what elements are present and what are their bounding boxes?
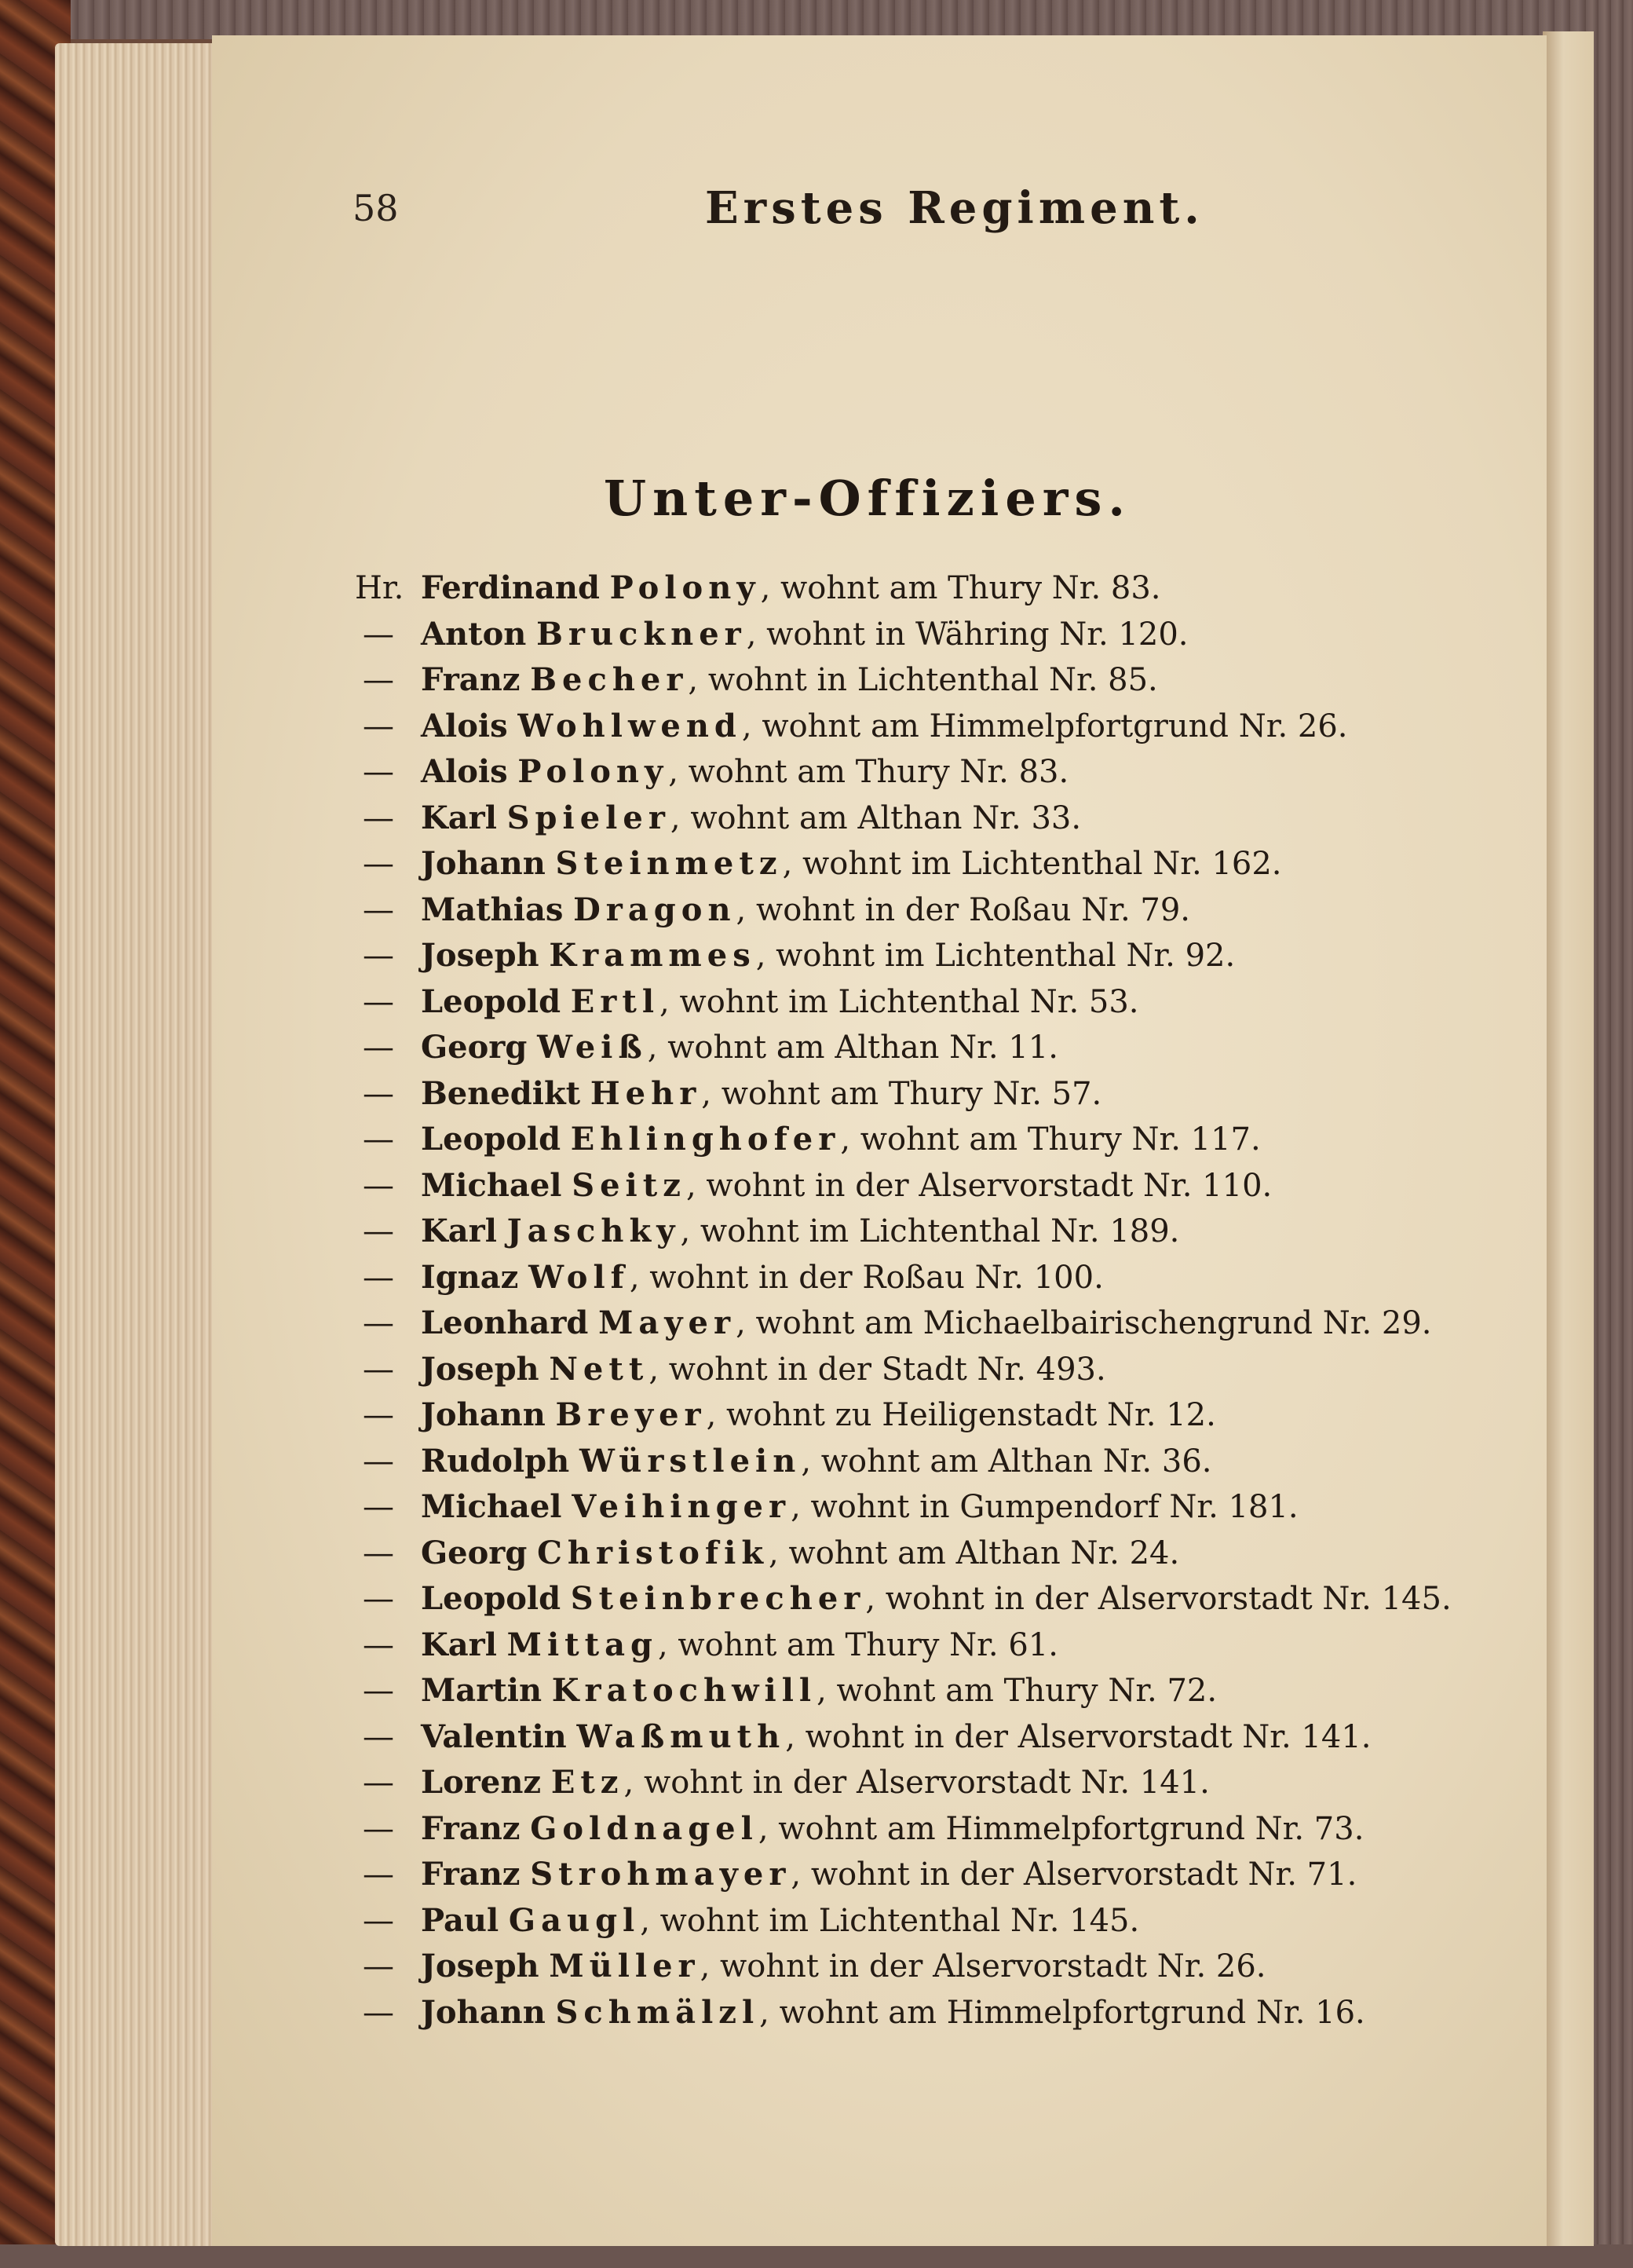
entry-prefix: —	[363, 1397, 394, 1433]
entry-given-name: Rudolph	[421, 1442, 570, 1480]
roster-entry	[352, 1898, 1537, 1944]
roster-entry	[352, 1990, 1537, 2036]
entry-surname: Steinmetz	[555, 845, 783, 882]
entry-address: , wohnt in Gumpendorf Nr. 181.	[791, 1489, 1299, 1525]
entry-prefix: —	[363, 616, 394, 653]
roster-entry	[352, 1025, 1537, 1071]
entry-given-name: Ignaz	[421, 1258, 519, 1296]
roster-entry	[352, 1392, 1537, 1439]
page-number: 58	[353, 187, 399, 229]
entry-address: , wohnt in der Alservorstadt Nr. 110.	[685, 1167, 1273, 1204]
entry-surname: Goldnagel	[530, 1809, 758, 1847]
entry-surname: Gaugl	[508, 1901, 641, 1939]
roster-entry	[352, 1300, 1537, 1347]
roster-entry	[352, 1622, 1537, 1669]
entry-given-name: Johann	[421, 1396, 546, 1433]
entry-given-name: Johann	[421, 845, 546, 882]
entry-address: , wohnt in Währing Nr. 120.	[746, 616, 1189, 653]
entry-address: , wohnt in der Roßau Nr. 79.	[736, 891, 1190, 928]
entry-address: , wohnt am Thury Nr. 83.	[668, 754, 1069, 790]
entry-given-name: Lorenz	[421, 1764, 542, 1801]
entry-prefix: Hr.	[355, 570, 404, 606]
entry-prefix: —	[363, 1443, 394, 1480]
entry-given-name: Franz	[421, 661, 521, 698]
entry-prefix: —	[363, 1305, 394, 1341]
roster-entry	[352, 1209, 1537, 1255]
entry-prefix: —	[363, 1167, 394, 1204]
entry-prefix: —	[363, 1535, 394, 1571]
entry-address: , wohnt am Thury Nr. 61.	[657, 1626, 1058, 1663]
entry-prefix: —	[363, 1948, 394, 1985]
entry-surname: Müller	[549, 1948, 700, 1985]
entry-address: , wohnt zu Heiligenstadt Nr. 12.	[706, 1397, 1216, 1433]
entry-surname: Strohmayer	[530, 1856, 791, 1893]
running-head: Erstes Regiment.	[705, 182, 1204, 234]
entry-prefix: —	[363, 1075, 394, 1112]
entry-surname: Breyer	[555, 1396, 707, 1433]
entry-address: , wohnt am Himmelpfortgrund Nr. 26.	[741, 708, 1348, 744]
entry-address: , wohnt am Thury Nr. 72.	[816, 1673, 1218, 1709]
entry-prefix: —	[363, 1030, 394, 1066]
entry-prefix: —	[363, 938, 394, 974]
entry-given-name: Franz	[421, 1809, 521, 1847]
entry-prefix: —	[363, 1765, 394, 1801]
section-heading: Unter-Offiziers.	[604, 470, 1131, 527]
entry-given-name: Valentin	[421, 1717, 567, 1755]
entry-given-name: Georg	[421, 1029, 528, 1066]
entry-address: , wohnt im Lichtenthal Nr. 145.	[640, 1902, 1140, 1939]
entry-surname: Waßmuth	[576, 1717, 786, 1755]
roster-entry	[352, 1484, 1537, 1531]
entry-address: , wohnt am Thury Nr. 117.	[840, 1121, 1261, 1158]
roster-entry	[352, 1255, 1537, 1301]
facing-page-edge	[1543, 31, 1594, 2246]
entry-prefix: —	[363, 1626, 394, 1663]
entry-address: , wohnt am Michaelbairischengrund Nr. 29.	[736, 1305, 1432, 1341]
roster-entry	[352, 1117, 1537, 1163]
entry-prefix: —	[363, 708, 394, 744]
entry-given-name: Leopold	[421, 1580, 561, 1617]
entry-surname: Bruckner	[536, 615, 747, 653]
entry-address: , wohnt in der Stadt Nr. 493.	[648, 1351, 1106, 1388]
roster-entry	[352, 1347, 1537, 1393]
entry-surname: Würstlein	[579, 1442, 802, 1480]
entry-address: , wohnt am Althan Nr. 24.	[769, 1535, 1180, 1571]
entry-address: , wohnt im Lichtenthal Nr. 162.	[782, 846, 1282, 882]
entry-surname: Wolf	[528, 1258, 630, 1296]
entry-prefix: —	[363, 1489, 394, 1525]
entry-prefix: —	[363, 1213, 394, 1249]
roster-entry	[352, 1668, 1537, 1714]
entry-given-name: Joseph	[421, 937, 539, 974]
roster-entry	[352, 612, 1537, 658]
entry-address: , wohnt in Lichtenthal Nr. 85.	[688, 662, 1158, 698]
entry-surname: Ehlinghofer	[570, 1121, 841, 1158]
entry-surname: Veihinger	[572, 1488, 791, 1525]
entry-given-name: Johann	[421, 1993, 546, 2031]
roster-list	[352, 565, 1537, 2036]
entry-surname: Krammes	[549, 937, 756, 974]
entry-address: , wohnt am Himmelpfortgrund Nr. 16.	[759, 1994, 1365, 2031]
roster-entry	[352, 1714, 1537, 1761]
entry-surname: Jaschky	[506, 1213, 681, 1249]
entry-prefix: —	[363, 846, 394, 882]
entry-prefix: —	[363, 1856, 394, 1893]
entry-address: , wohnt am Thury Nr. 83.	[760, 570, 1161, 606]
roster-entry	[352, 841, 1537, 887]
entry-given-name: Michael	[421, 1166, 562, 1204]
roster-entry	[352, 1852, 1537, 1898]
roster-entry	[352, 1576, 1537, 1622]
roster-entry	[352, 1944, 1537, 1990]
entry-surname: Kratochwill	[551, 1672, 817, 1709]
entry-given-name: Alois	[421, 753, 508, 790]
entry-prefix: —	[363, 1718, 394, 1755]
entry-prefix: —	[363, 1810, 394, 1847]
entry-given-name: Alois	[421, 707, 508, 744]
entry-surname: Wohlwend	[517, 707, 742, 744]
entry-address: , wohnt im Lichtenthal Nr. 189.	[680, 1213, 1180, 1249]
entry-prefix: —	[363, 1121, 394, 1158]
entry-surname: Weiß	[537, 1029, 648, 1066]
entry-address: , wohnt am Himmelpfortgrund Nr. 73.	[758, 1810, 1364, 1847]
entry-address: , wohnt am Althan Nr. 11.	[647, 1030, 1058, 1066]
entry-prefix: —	[363, 1673, 394, 1709]
entry-surname: Hehr	[590, 1074, 702, 1112]
entry-given-name: Paul	[421, 1901, 499, 1939]
entry-address: , wohnt in der Alservorstadt Nr. 141.	[623, 1765, 1210, 1801]
entry-address: , wohnt in der Alservorstadt Nr. 145.	[865, 1581, 1452, 1617]
roster-entry	[352, 1760, 1537, 1806]
entry-prefix: —	[363, 983, 394, 1020]
entry-given-name: Franz	[421, 1856, 521, 1893]
entry-given-name: Ferdinand	[421, 569, 600, 606]
entry-given-name: Karl	[421, 799, 497, 836]
roster-entry	[352, 1163, 1537, 1209]
entry-address: , wohnt in der Roßau Nr. 100.	[629, 1259, 1104, 1296]
book-cover-top	[0, 0, 1633, 39]
entry-given-name: Joseph	[421, 1350, 539, 1388]
entry-given-name: Michael	[421, 1488, 562, 1525]
entry-surname: Becher	[530, 661, 689, 698]
roster-entry	[352, 796, 1537, 842]
entry-prefix: —	[363, 662, 394, 698]
entry-given-name: Leonhard	[421, 1304, 589, 1341]
roster-entry	[352, 1531, 1537, 1577]
entry-address: , wohnt in der Alservorstadt Nr. 71.	[791, 1856, 1357, 1893]
page-edges	[55, 43, 220, 2246]
roster-entry	[352, 749, 1537, 796]
roster-entry	[352, 1439, 1537, 1485]
roster-entry	[352, 887, 1537, 934]
entry-surname: Polony	[609, 569, 761, 606]
entry-given-name: Mathias	[421, 891, 564, 928]
roster-entry	[352, 979, 1537, 1026]
entry-given-name: Georg	[421, 1534, 528, 1571]
entry-prefix: —	[363, 799, 394, 836]
entry-given-name: Joseph	[421, 1948, 539, 1985]
roster-entry	[352, 1806, 1537, 1853]
entry-surname: Christofik	[537, 1534, 769, 1571]
entry-given-name: Anton	[421, 615, 527, 653]
roster-entry	[352, 657, 1537, 704]
entry-given-name: Martin	[421, 1672, 543, 1709]
entry-prefix: —	[363, 1259, 394, 1296]
entry-given-name: Karl	[421, 1213, 497, 1249]
entry-address: , wohnt am Althan Nr. 33.	[670, 799, 1082, 836]
book-cover-bottom	[0, 2244, 1633, 2268]
entry-address: , wohnt im Lichtenthal Nr. 92.	[755, 938, 1236, 974]
entry-prefix: —	[363, 754, 394, 790]
entry-prefix: —	[363, 1581, 394, 1617]
entry-surname: Mayer	[598, 1304, 736, 1341]
entry-surname: Nett	[549, 1350, 649, 1388]
entry-prefix: —	[363, 1902, 394, 1939]
entry-surname: Polony	[517, 753, 669, 790]
entry-surname: Steinbrecher	[570, 1580, 866, 1617]
entry-address: , wohnt am Thury Nr. 57.	[701, 1075, 1102, 1112]
roster-entry	[352, 933, 1537, 979]
entry-address: , wohnt am Althan Nr. 36.	[801, 1443, 1212, 1480]
entry-surname: Mittag	[506, 1626, 658, 1663]
entry-surname: Ertl	[570, 982, 660, 1020]
entry-prefix: —	[363, 1351, 394, 1388]
roster-entry	[352, 704, 1537, 750]
entry-surname: Spieler	[506, 799, 670, 836]
entry-prefix: —	[363, 891, 394, 928]
entry-address: , wohnt in der Alservorstadt Nr. 141.	[785, 1718, 1372, 1755]
entry-surname: Etz	[550, 1764, 624, 1801]
entry-surname: Schmälzl	[555, 1993, 760, 2031]
entry-given-name: Leopold	[421, 1121, 561, 1158]
roster-entry	[352, 565, 1537, 612]
roster-entry	[352, 1071, 1537, 1118]
entry-given-name: Leopold	[421, 982, 561, 1020]
entry-given-name: Karl	[421, 1626, 497, 1663]
entry-surname: Dragon	[573, 891, 736, 928]
entry-given-name: Benedikt	[421, 1074, 581, 1112]
entry-address: , wohnt im Lichtenthal Nr. 53.	[659, 983, 1139, 1020]
entry-surname: Seitz	[572, 1166, 686, 1204]
entry-prefix: —	[363, 1994, 394, 2031]
entry-address: , wohnt in der Alservorstadt Nr. 26.	[700, 1948, 1266, 1985]
